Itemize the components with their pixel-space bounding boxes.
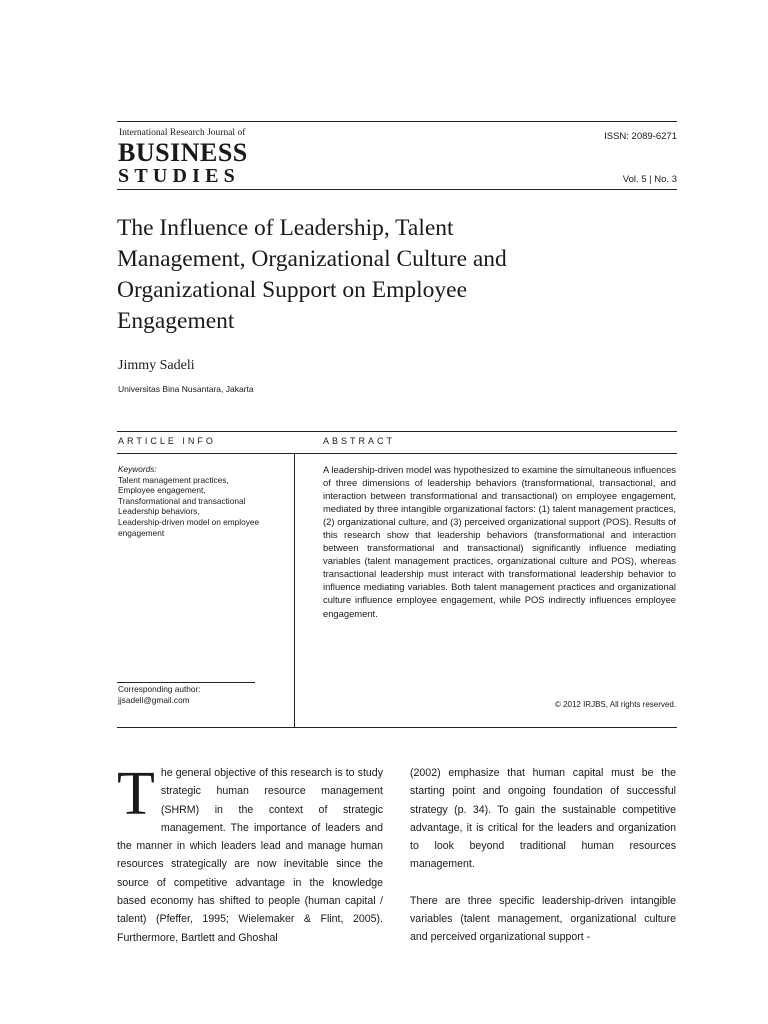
body-paragraph: There are three specific leadership-driven intangible variables (talent management, organizational culture and perceived organizational support - <box>410 894 676 944</box>
header-bottom-rule <box>117 189 677 190</box>
info-band-top-rule <box>117 431 677 432</box>
drop-cap: T <box>117 760 155 828</box>
keyword-item: Employee engagement, <box>118 485 206 496</box>
header-top-rule <box>117 121 677 122</box>
keyword-item: Leadership behaviors, <box>118 506 200 517</box>
info-band-bottom-rule <box>117 727 677 728</box>
author-name: Jimmy Sadeli <box>118 358 195 373</box>
journal-logo-studies: STUDIES <box>118 165 240 187</box>
body-paragraph: he general objective of this research is to study strategic human resource management (SHRM) in the context of strategic management. The importance of leaders and the manner in which leaders lead and manage human resources strategically are now inevitable since the source of competitive advantage in the knowledge based economy has shifted to people (human capital / talent) (Pfeffer, 1995; Wielemaker & Flint, 2005). Furthermore, Bartlett and Ghoshal <box>117 767 383 944</box>
corresponding-rule <box>117 682 255 683</box>
keywords-label: Keywords: <box>118 464 157 474</box>
info-band-divider <box>294 453 295 727</box>
volume-issue-label: Vol. 5 | No. 3 <box>622 174 677 185</box>
keyword-item: Leadership-driven model on employee <box>118 516 260 527</box>
keyword-item: Transformational and transactional <box>118 495 246 506</box>
copyright-notice: © 2012 IRJBS, All rights reserved. <box>554 700 676 709</box>
corresponding-label: Corresponding author: <box>118 684 201 694</box>
body-column-right <box>410 764 676 947</box>
keyword-item: engagement <box>118 527 165 538</box>
body-column-left <box>117 760 383 947</box>
abstract-text: A leadership-driven model was hypothesized to examine the simultaneous influences of three dimensions of leadership behaviors (transformational, transactional, and interaction between transformational and transactional) on employee engagement, mediated by three intangible organizational factors: (1) talent management practices, (2) organizational culture, and (3) perceived organizational support (POS). Results of this research show that leadership behaviors (transformational and interaction between transformational and transactional) significantly influence mediating variables (talent management practices, organizational culture and POS), whereas transactional leadership must interact with transformational leadership behavior to influence mediating variables. Both talent management practices and organizational culture influence employee engagement, while POS indirectly influences employee engagement. <box>323 464 676 619</box>
journal-name-prefix: International Research Journal of <box>119 128 246 138</box>
keyword-item: Talent management practices, <box>118 474 229 485</box>
article-title: The Influence of Leadership, Talent Management, Organizational Culture and Organizational Support on Employee Engagement <box>117 215 507 334</box>
journal-logo-business: BUSINESS <box>118 138 248 167</box>
keywords-block <box>118 464 288 538</box>
body-paragraph: (2002) emphasize that human capital must be the starting point and ongoing foundation of successful strategy (p. 34). To gain the sustainable competitive advantage, it is critical for the leaders and organization to look beyond traditional human resources management. <box>410 767 676 871</box>
corresponding-email[interactable]: jjsadeli@gmail.com <box>118 695 190 705</box>
info-band-mid-rule <box>117 453 677 454</box>
author-affiliation: Universitas Bina Nusantara, Jakarta <box>118 384 254 394</box>
abstract-heading: ABSTRACT <box>323 436 396 446</box>
corresponding-author-block <box>118 684 201 706</box>
article-info-heading: ARTICLE INFO <box>118 436 216 446</box>
issn-label: ISSN: 2089-6271 <box>604 131 677 142</box>
